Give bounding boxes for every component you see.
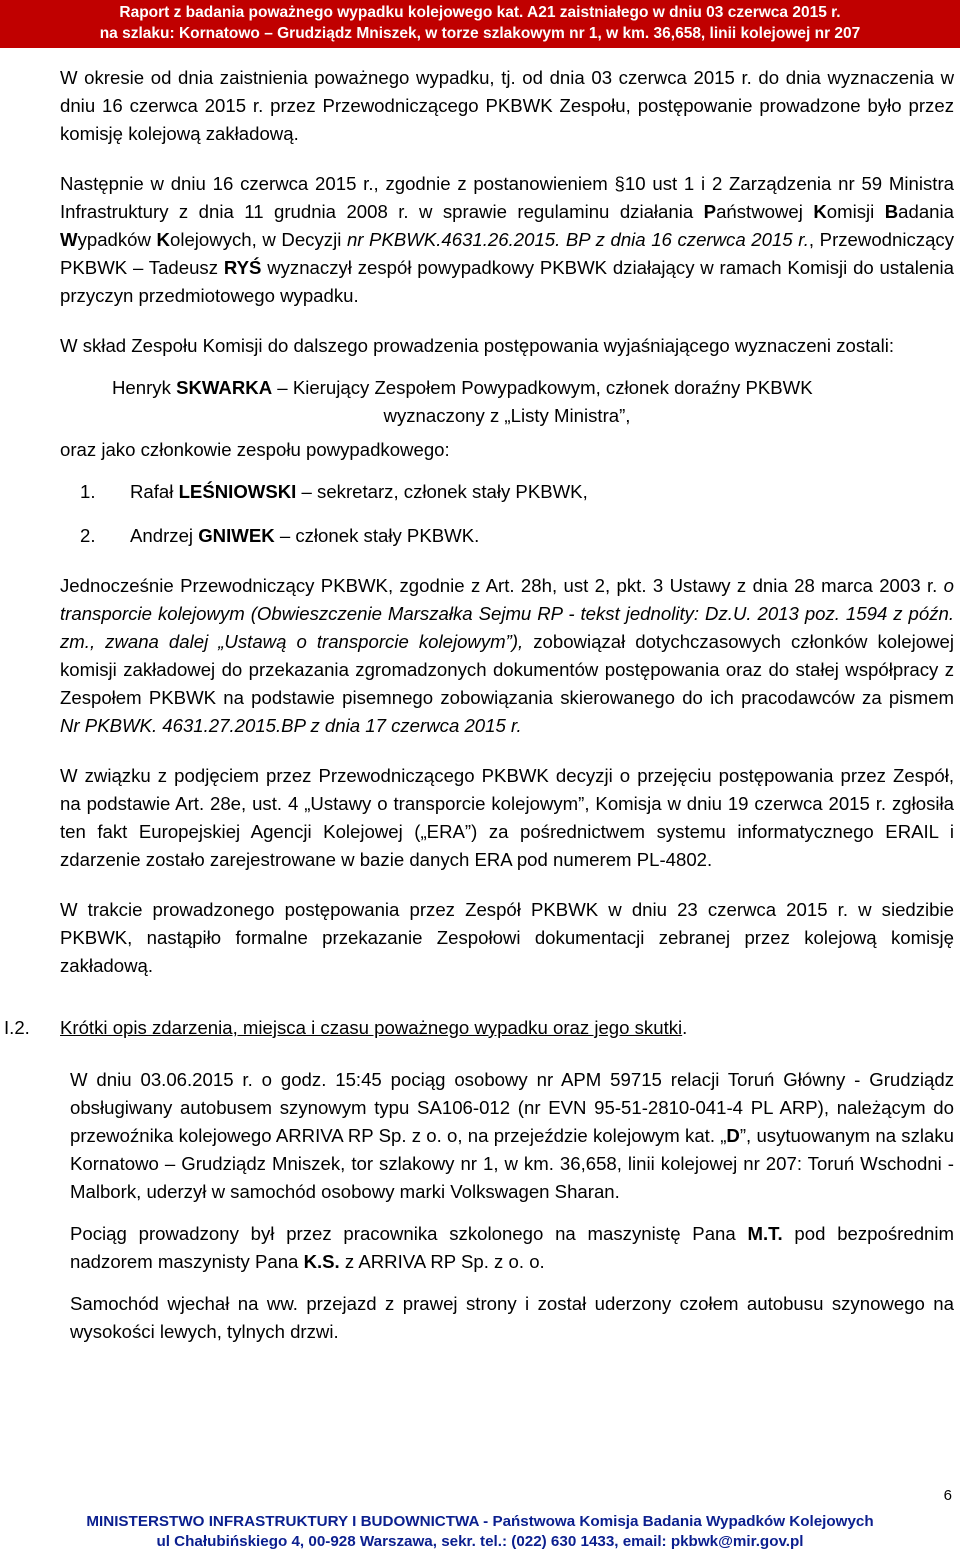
members-intro: oraz jako członkowie zespołu powypadkowego: [60,439,450,460]
section-number: I.2. [4,1017,30,1038]
paragraph-team-appointment: Następnie w dniu 16 czerwca 2015 r., zgodnie z postanowieniem §10 ust 1 i 2 Zarządzenia nr 59 Ministra Infrastruktury z dnia 11 grudnia 2008 r. w sprawie regulaminu działania Państwowej Komisji Badania Wypadków Kolejowych, w Decyzji nr PKBWK.4631.26.2015. BP z dnia 16 czerwca 2015 r., Przewodniczący PKBWK – Tadeusz RYŚ wyznaczył zespół powypadkowy PKBWK działający w ramach Komisji do ustalenia przyczyn przedmiotowego wypadku. [60,173,955,306]
decision-reference: nr PKBWK.4631.26.2015. BP z dnia 16 czerwca 2015 r. [346,229,809,250]
paragraph-incident-description: W dniu 03.06.2015 r. o godz. 15:45 pociąg osobowy nr APM 59715 relacji Toruń Główny - Grudziądz obsługiwany autobusem szynowym typu SA106-012 (nr EVN 95-51-2810-041-4 PL ARP), należącym do przewoźnika kolejowego ARRIVA RP Sp. z o. o, na przejeździe kolejowym kat. „D”, usytuowanym na szlaku Kornatowo – Grudziądz Mniszek, tor szlakowy nr 1, w km. 36,658, linii kolejowej nr 207: Toruń Wschodni - Malbork, uderzył w samochód osobowy marki Volkswagen Sharan. [70,1069,954,1202]
header-title-line1: Raport z badania poważnego wypadku kolejowego kat. A21 zaistniałego w dniu 03 czerwca 2015 r. [119,4,841,21]
page-footer [0,1512,960,1552]
page-body [4,64,955,1346]
member-item: 2. Andrzej GNIWEK – członek stały PKBWK. [80,525,480,546]
header-title-line2: na szlaku: Kornatowo – Grudziądz Mniszek, w torze szlakowym nr 1, w km. 36,658, linii kolejowej nr 207 [99,25,861,42]
member-item: 1. Rafał LEŚNIOWSKI – sekretarz, członek stały PKBWK, [80,481,588,502]
section-heading: I.2. Krótki opis zdarzenia, miejsca i czasu poważnego wypadku oraz jego skutki. [60,1014,954,1042]
paragraph-obligation: Jednocześnie Przewodniczący PKBWK, zgodnie z Art. 28h, ust 2, pkt. 3 Ustawy z dnia 28 marca 2003 r. o transporcie kolejowym (Obwieszczenie Marszałka Sejmu RP - tekst jednolity: Dz.U. 2013 poz. 1594 z późn. zm., zwana dalej „Ustawą o transporcie kolejowym”), zobowiązał dotychczasowych członków kolejowej komisji zakładowej do przekazania zgromadzonych dokumentów postępowania oraz do stałej współpracy z Zespołem PKBWK na podstawie pisemnego zobowiązania skierowanego do ich pracodawców za pismem Nr PKBWK. 4631.27.2015.BP z dnia 17 czerwca 2015 r. [60,575,954,736]
team-lead: Henryk SKWARKA – Kierujący Zespołem Powypadkowym, członek doraźny PKBWK [112,377,813,398]
section-title: Krótki opis zdarzenia, miejsca i czasu poważnego wypadku oraz jego skutki [60,1017,683,1038]
paragraph-era-notification: W związku z podjęciem przez Przewodniczącego PKBWK decyzji o przejęciu postępowania przez Zespół, na podstawie Art. 28e, ust. 4 „Ustawy o transporcie kolejowym”, Komisja w dniu 19 czerwca 2015 r. zgłosiła ten fakt Europejskiej Agencji Kolejowej („ERA”) za pośrednictwem systemu informatycznego ERAIL i zdarzenie zostało zarejestrowane w bazie danych ERA pod numerem PL-4802. [60,765,954,870]
team-lead-role-cont: wyznaczony z „Listy Ministra”, [383,405,631,426]
page-number: 6 [943,1487,952,1504]
chair-surname: RYŚ [223,257,262,278]
paragraph-handover: W trakcie prowadzonego postępowania przez Zespół PKBWK w dniu 23 czerwca 2015 r. w siedzibie PKBWK, nastąpiło formalne przekazanie Zespołowi dokumentacji zebranej przez kolejową komisję zakładową. [60,899,954,976]
paragraph-driver: Pociąg prowadzony był przez pracownika szkolonego na maszynistę Pana M.T. pod bezpośrednim nadzorem maszynisty Pana K.S. z ARRIVA RP Sp. z o. o. [70,1223,954,1272]
footer-address: ul Chałubińskiego 4, 00-928 Warszawa, sekr. tel.: (022) 630 1433, email: pkbwk@mir.gov.pl [156,1533,804,1550]
report-header [0,0,960,48]
paragraph-team-composition: W skład Zespołu Komisji do dalszego prowadzenia postępowania wyjaśniającego wyznaczeni zostali: [60,335,895,356]
paragraph-period: W okresie od dnia zaistnienia poważnego wypadku, tj. od dnia 03 czerwca 2015 r. do dnia wyznaczenia w dniu 16 czerwca 2015 r. przez Przewodniczącego PKBWK Zespołu, postępowanie prowadzone było przez komisję kolejową zakładową. [60,67,954,144]
paragraph-collision: Samochód wjechał na ww. przejazd z prawej strony i został uderzony czołem autobusu szynowego na wysokości lewych, tylnych drzwi. [70,1293,954,1342]
footer-ministry: MINISTERSTWO INFRASTRUKTURY I BUDOWNICTWA - Państwowa Komisja Badania Wypadków Kolejowych [86,1513,874,1530]
